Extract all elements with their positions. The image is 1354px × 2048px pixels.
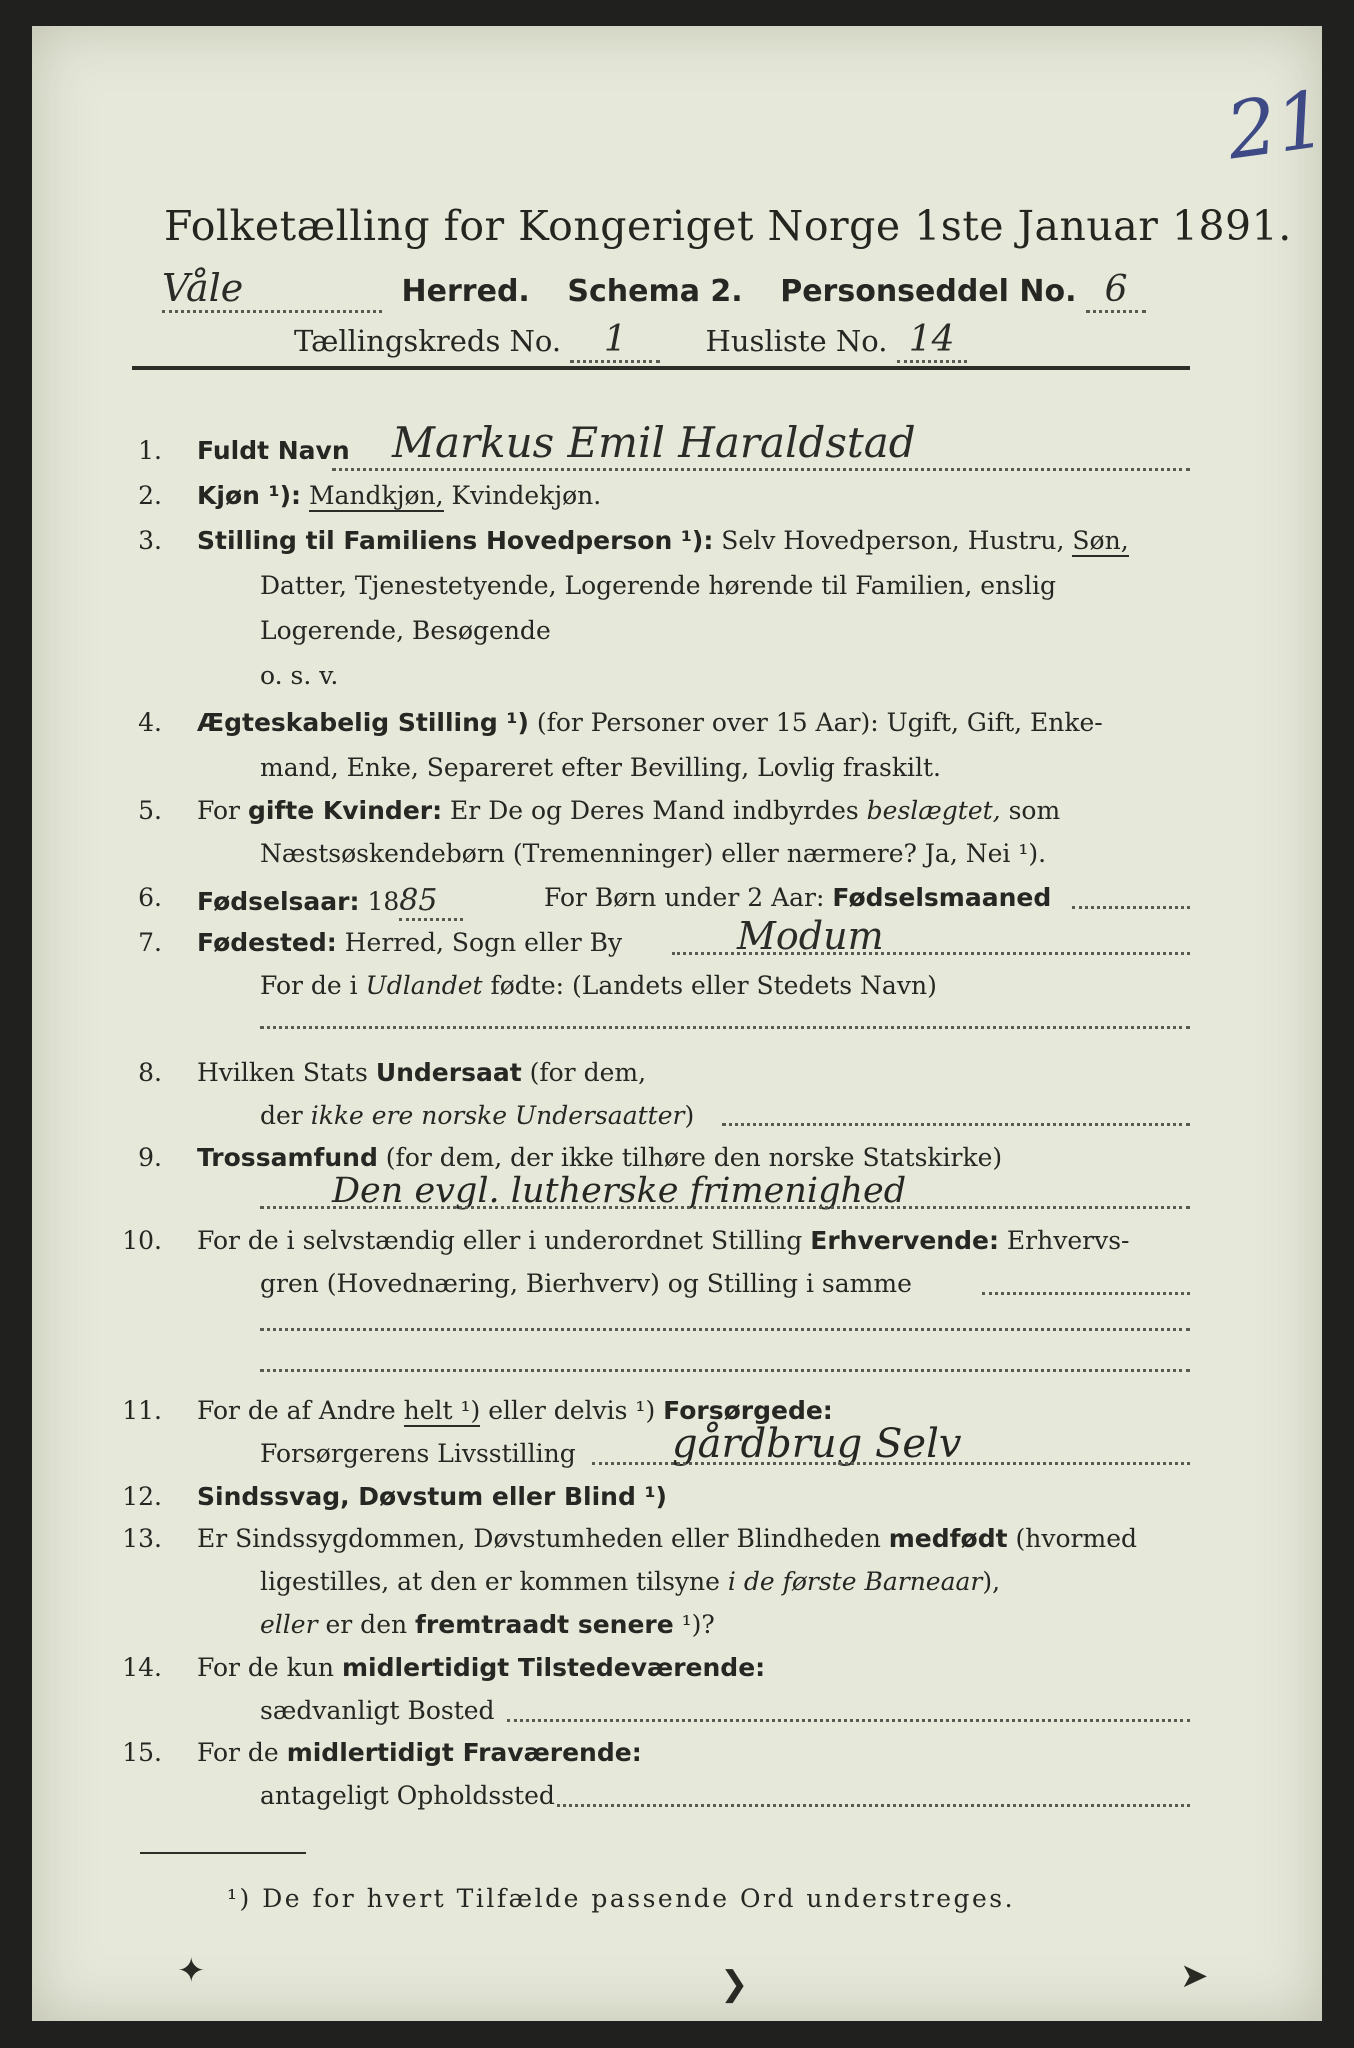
item-4-line-2: mand, Enke, Separeret efter Bevilling, Lovlig fraskilt. [260,753,941,782]
item-5-line-2: Næstsøskendebørn (Tremenninger) eller nærmere? Ja, Nei ¹). [260,839,1047,868]
item-15-number: 15. [122,1738,162,1767]
item-9-number: 9. [138,1143,162,1172]
item-1-number: 1. [138,436,162,465]
item-2-rest: Kvindekjøn. [443,481,602,510]
item-6-middle: For Børn under 2 Aar: [544,883,833,912]
item-7-line-2-italic: Udlandet [365,971,483,1000]
item-8-pre: Hvilken Stats [197,1058,376,1087]
item-7-number: 7. [138,928,162,957]
item-10-number: 10. [122,1226,162,1255]
personseddel-label: Personseddel No. [780,274,1077,309]
kreds-label: Tællingskreds No. [294,324,562,358]
item-5-label: gifte Kvinder: [247,796,443,825]
item-7-line-2a: For de i [260,971,366,1000]
item-15-label: midlertidigt Fraværende: [286,1738,642,1767]
item-1-dotline [332,468,1190,471]
item-8-line-2a: der [260,1101,311,1130]
item-13-line-1b: (hvormed [1007,1524,1137,1553]
item-7-value: Modum [737,914,884,958]
item-2-selected-option: Mandkjøn, [308,481,444,510]
item-10-blank-line-1 [260,1328,1190,1331]
item-10-line-2: gren (Hovednæring, Bierhverv) og Stilling i samme [260,1269,912,1298]
item-5-line-1: Er De og Deres Mand indbyrdes [442,796,867,825]
item-5-number: 5. [138,796,162,825]
item-15-line-2: antageligt Opholdssted [260,1781,555,1810]
item-2-number: 2. [138,481,162,510]
item-13-line-2b: ), [982,1567,1001,1596]
census-form-sheet [32,26,1333,2021]
item-13-line-2a: ligestilles, at den er kommen tilsyne [260,1567,728,1596]
item-1-label: Fuldt Navn [197,436,350,465]
item-8-line-2 [260,1101,694,1130]
item-8-dotline [722,1123,1190,1126]
item-14-number: 14. [122,1653,162,1682]
item-7-line-1: Herred, Sogn eller By [336,928,623,957]
registration-mark-left: ✦ [177,1951,206,1991]
item-5-italic: beslægtet, [866,796,1001,825]
item-9-dotline [260,1206,1190,1209]
item-6-label: Fødselsaar: [197,887,360,916]
header-line-2 [294,319,967,363]
personseddel-value: 6 [1086,269,1146,313]
item-3-line-4: o. s. v. [260,661,339,690]
item-14-pre: For de kun [197,1653,342,1682]
item-13-line-1a: Er Sindssygdommen, Døvstumheden eller Blindheden [197,1524,889,1553]
item-14-label: midlertidigt Tilstedeværende: [341,1653,766,1682]
item-13-line-3-italic: eller [260,1610,318,1639]
item-13-line-2 [260,1567,1000,1596]
item-14-line-2: sædvanligt Bosted [260,1696,495,1725]
item-13-line-3 [260,1610,715,1639]
item-13-line-3a: er den [317,1610,416,1639]
item-5-pre: For [197,796,248,825]
registration-mark-center: ❯ [720,1964,749,2004]
item-3-label: Stilling til Familiens Hovedperson ¹): [197,526,714,555]
item-8-line-1: (for dem, [521,1058,647,1087]
item-4-number: 4. [138,708,162,737]
item-14-dotline [507,1719,1190,1722]
item-7-label: Fødested: [197,928,337,957]
item-11-selected-option: helt ¹) [403,1396,481,1425]
item-6-year-prefix: 18 [359,887,400,916]
item-11-value: gårdbrug Selv [672,1421,962,1467]
item-11-label: Forsørgede: [663,1396,833,1425]
item-11-number: 11. [122,1396,162,1425]
item-6-year-value: 85 [399,883,463,921]
item-10-dotline [982,1292,1190,1295]
item-10-label: Erhvervende: [810,1226,999,1255]
item-6-number: 6. [138,883,162,912]
footnote: ¹) De for hvert Tilfælde passende Ord understreges. [227,1884,1016,1913]
item-13-number: 13. [122,1524,162,1553]
item-15-pre: For de [197,1738,287,1767]
item-3-number: 3. [138,526,162,555]
item-7-line-2 [260,971,937,1000]
footnote-rule [140,1852,306,1854]
form-title: Folketælling for Kongeriget Norge 1ste Januar 1891. [164,202,1292,250]
item-4-line-1: (for Personer over 15 Aar): Ugift, Gift, Enke- [528,708,1103,737]
item-11-line-1a: For de af Andre [197,1396,404,1425]
item-8-line-2-italic: ikke ere norske Undersaatter [310,1101,685,1130]
husliste-value: 14 [897,319,967,363]
item-11-line-2: Forsørgerens Livsstilling [260,1439,576,1468]
herred-label: Herred. [401,274,530,309]
item-12-label: Sindssvag, Døvstum eller Blind ¹) [197,1482,667,1511]
item-9-value: Den evgl. lutherske frimenighed [332,1171,907,1211]
item-9-line-1: (for dem, der ikke tilhøre den norske Statskirke) [377,1143,1003,1172]
item-8-line-2b: ) [684,1101,695,1130]
handwritten-page-number: 21 [1221,74,1333,178]
item-10-line-1a: For de i selvstændig eller i underordnet Stilling [197,1226,811,1255]
item-10-blank-line-2 [260,1369,1190,1372]
header-line-1 [162,266,1146,313]
herred-value: Våle [162,266,382,313]
item-3-selected-option: Søn, [1072,526,1129,555]
item-2-label: Kjøn ¹): [197,481,301,510]
item-13-label-3: fremtraadt senere [415,1610,674,1639]
item-15-dotline [557,1804,1190,1807]
header-rule [132,366,1190,370]
item-10-line-1b: Erhvervs- [998,1226,1130,1255]
item-8-label: Undersaat [375,1058,522,1087]
item-7-dotline [672,952,1190,955]
item-9-label: Trossamfund [197,1143,378,1172]
item-4-label: Ægteskabelig Stilling ¹) [197,708,529,737]
item-3-line-1: Selv Hovedperson, Hustru, [713,526,1073,555]
item-7-line-2b: fødte: (Landets eller Stedets Navn) [482,971,937,1000]
item-1-value: Markus Emil Haraldstad [392,418,916,467]
registration-mark-right: ➤ [1180,1956,1209,1996]
item-5-after: som [1000,796,1061,825]
item-7-blank-line [260,1026,1190,1029]
item-13-label: medfødt [888,1524,1008,1553]
schema-label: Schema 2. [567,274,743,309]
item-13-line-3b: ¹)? [673,1610,715,1639]
husliste-label: Husliste No. [705,324,888,358]
item-11-line-1b: eller delvis ¹) [480,1396,664,1425]
item-8-number: 8. [138,1058,162,1087]
item-6-label-2: Fødselsmaaned [832,883,1052,912]
item-11-dotline [592,1462,1190,1465]
item-3-line-3: Logerende, Besøgende [260,616,551,645]
kreds-value: 1 [570,319,660,363]
item-3-line-2: Datter, Tjenestetyende, Logerende hørende til Familien, enslig [260,571,1057,600]
item-13-line-2-italic: i de første Barneaar [727,1567,983,1596]
item-12-number: 12. [122,1482,162,1511]
item-6-dotline [1072,906,1190,909]
